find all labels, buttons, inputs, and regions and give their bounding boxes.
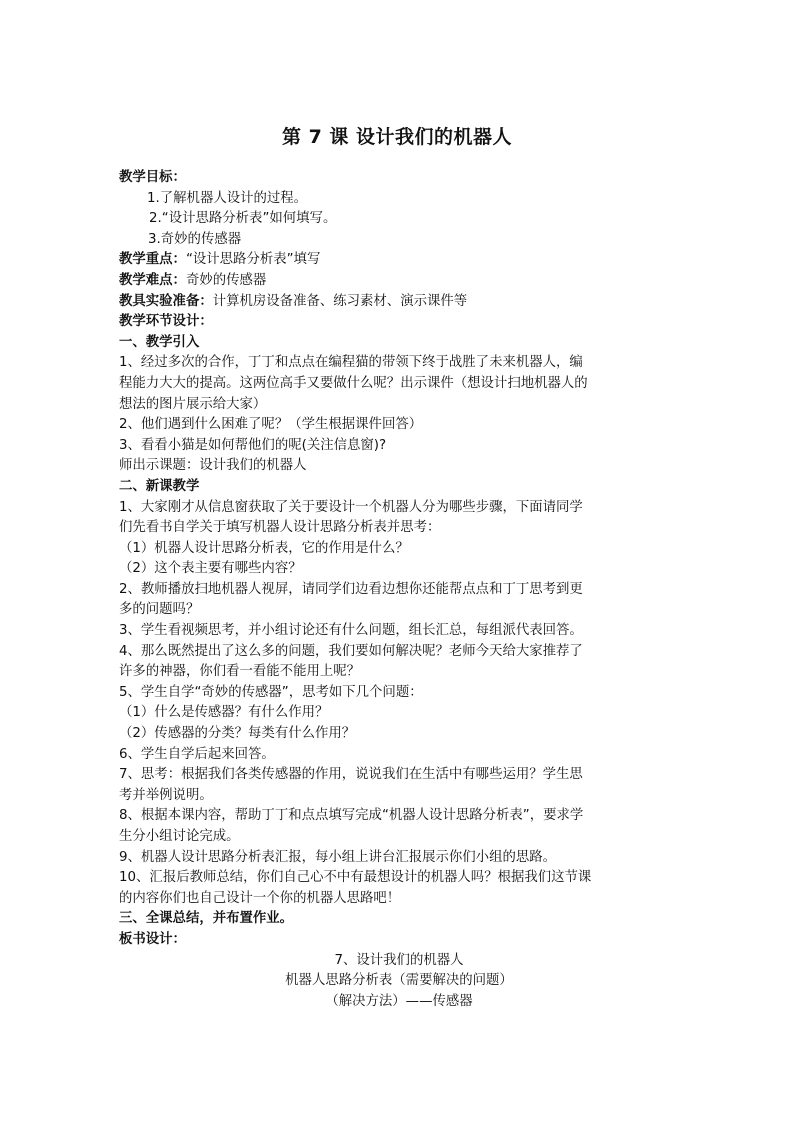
section-2-line: 7、思考：根据我们各类传感器的作用，说说我们在生活中有哪些运用？学生思 [119,767,583,783]
section-2-line: （2）传感器的分类？每类有什么作用？ [119,726,356,742]
board-line: 机器人思路分析表（需要解决的问题） [285,973,513,989]
objective-item: 1.了解机器人设计的过程。 [147,190,308,206]
section-2-line: 许多的神器，你们看一看能不能用上呢？ [119,664,361,680]
preparation-label: 教具实验准备： [119,293,213,309]
section-1-line: 1、经过多次的合作，丁丁和点点在编程猫的带领下终于战胜了未来机器人，编 [119,355,583,371]
preparation [119,292,679,313]
section-3-heading: 三、全课总结，并布置作业。 [119,911,294,927]
objective-item: 3.奇妙的传感器 [148,231,242,247]
section-1-line: 师出示课题：设计我们的机器人 [119,458,307,474]
page-title: 第 7 课 设计我们的机器人 [281,126,513,148]
key-point-text: “设计思路分析表”填写 [185,252,321,268]
board-line: 7、设计我们的机器人 [334,952,464,968]
section-1-line: 3、看看小猫是如何帮他们的呢(关注信息窗)? [119,437,387,453]
lesson-content [119,168,679,1012]
section-2-line: 1、大家刚才从信息窗获取了关于要设计一个机器人分为哪些步骤，下面请同学 [119,499,583,515]
section-2-line: 3、学生看视频思考，并小组讨论还有什么问题，组长汇总，每组派代表回答。 [119,623,583,639]
section-2-line: 多的问题吗？ [119,602,200,618]
section-2-line: 生分小组讨论完成。 [119,829,240,844]
difficulty-text: 奇妙的传感器 [185,272,267,288]
section-2-line: （1）什么是传感器？有什么作用？ [119,705,329,721]
section-1-line: 程能力大大的提高。这两位高手又要做什么呢？出示课件（想设计扫地机器人的 [119,375,588,391]
design-label: 教学环节设计： [119,314,213,330]
objective-item: 2.“设计思路分析表”如何填写。 [149,211,337,227]
section-1-line: 2、他们遇到什么困难了呢？（学生根据课件回答） [119,417,423,433]
section-2-line: 8、根据本课内容，帮助丁丁和点点填写完成“机器人设计思路分析表”，要求学 [119,808,584,824]
objectives-label: 教学目标： [119,170,186,185]
section-2-line: 考并举例说明。 [119,787,213,803]
section-2-line: 的内容你们也自己设计一个你的机器人思路吧！ [119,890,401,906]
section-2-line: 4、那么既然提出了这么多的问题，我们要如何解决呢？老师今天给大家推荐了 [119,643,583,659]
section-2-line: （1）机器人设计思路分析表，它的作用是什么？ [119,540,409,556]
section-2-line: 们先看书自学关于填写机器人设计思路分析表并思考： [119,520,441,536]
key-point-label: 教学重点： [119,252,186,268]
key-point [119,250,679,271]
section-1-line: 想法的图片展示给大家） [119,396,267,412]
section-1-heading: 一、教学引入 [119,334,200,350]
section-2-line: 10、汇报后教师总结，你们自己心不中有最想设计的机器人吗？根据我们这节课 [119,870,592,886]
board-label: 板书设计： [119,931,186,947]
section-2-heading: 二、新课教学 [119,478,200,494]
board-line: （解决方法）——传感器 [325,993,473,1009]
preparation-text: 计算机房设备准备、练习素材、演示课件等 [212,293,468,309]
section-2-line: 2、教师播放扫地机器人视屏，请同学们边看边想你还能帮点点和丁丁思考到更 [119,581,583,597]
section-2-line: 6、学生自学后起来回答。 [119,746,275,762]
difficulty-label: 教学难点： [119,272,186,288]
section-2-line: （2）这个表主要有哪些内容？ [119,561,302,577]
section-2-line: 9、机器人设计思路分析表汇报，每小组上讲台汇报展示你们小组的思路。 [119,849,557,865]
section-2-line: 5、学生自学“奇妙的传感器”，思考如下几个问题： [119,684,423,700]
difficulty [119,271,679,292]
